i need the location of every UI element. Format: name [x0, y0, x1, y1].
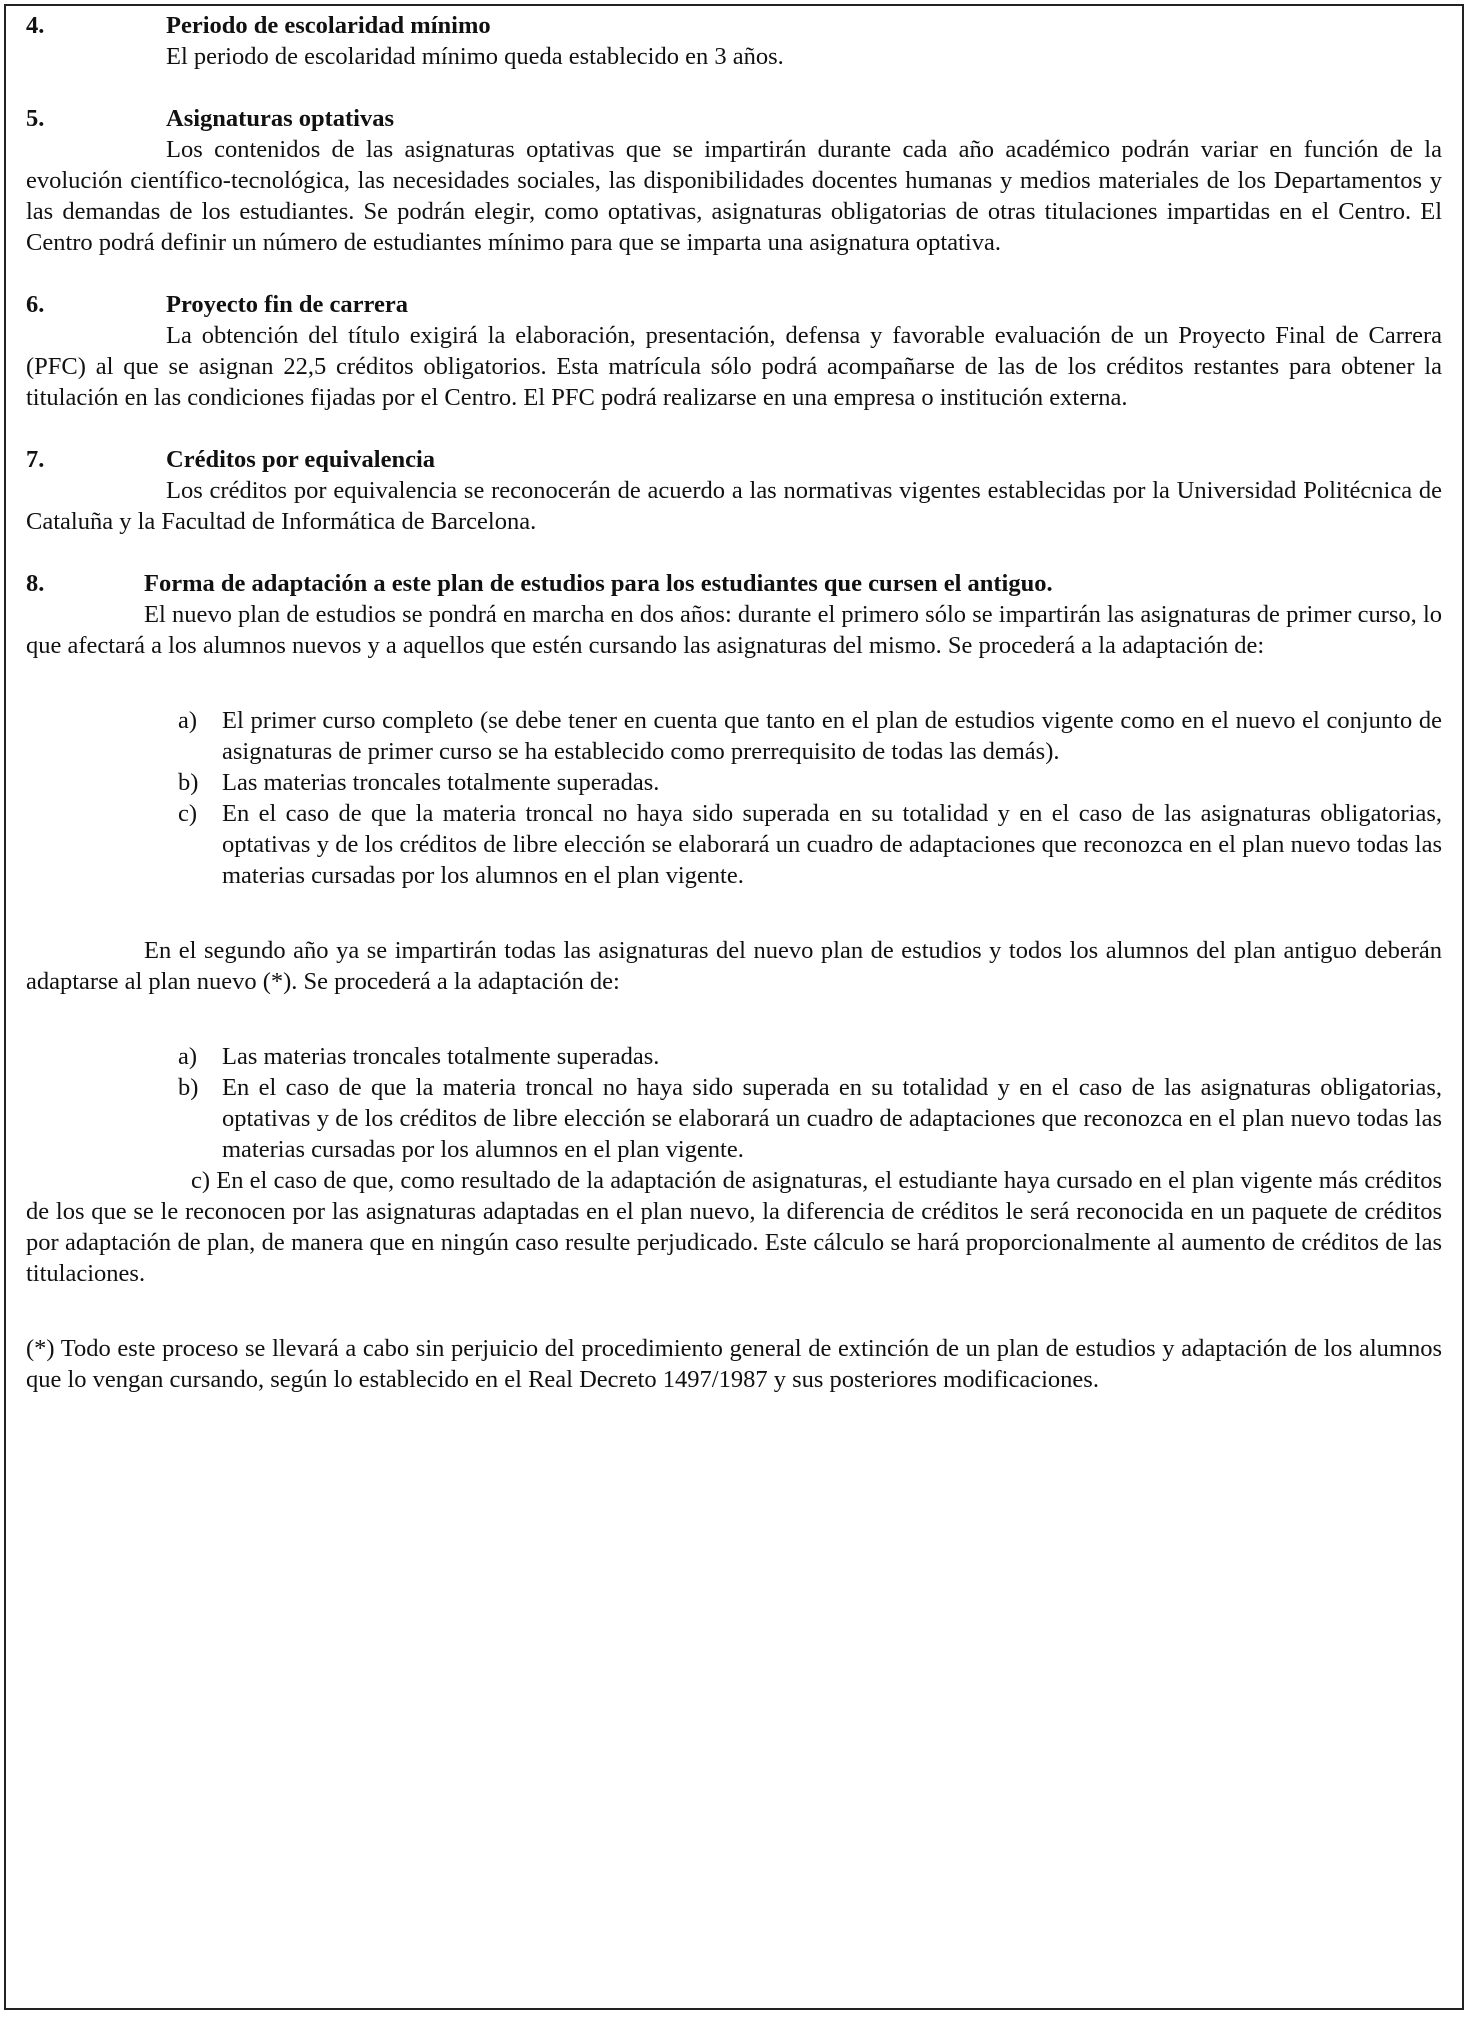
list-item-text: El primer curso completo (se debe tener en cuenta que tanto en el plan de estudios vigente como en el nuevo el conjunto de asignaturas de primer curso se ha establecido como prerrequisito de todas las demás). [222, 707, 1442, 765]
list-item-text: Las materias troncales totalmente superadas. [222, 769, 660, 796]
section-heading [26, 444, 1442, 475]
section-title: Periodo de escolaridad mínimo [166, 12, 491, 39]
section-title: Forma de adaptación a este plan de estudios para los estudiantes que cursen el antiguo. [144, 570, 1053, 597]
section-paragraph: En el segundo año ya se impartirán todas las asignaturas del nuevo plan de estudios y todos los alumnos del plan antiguo deberán adaptarse al plan nuevo (*). Se procederá a la adaptación de: [26, 937, 1442, 995]
section-title: Créditos por equivalencia [166, 446, 436, 473]
section-title: Proyecto fin de carrera [166, 291, 408, 318]
list-item [178, 1072, 1442, 1165]
section-paragraph: c) En el caso de que, como resultado de la adaptación de asignaturas, el estudiante haya cursado en el plan vigente más créditos de los que se le reconocen por las asignaturas adaptadas en el plan nuevo, la diferencia de créditos le será reconocida en un paquete de créditos por adaptación de plan, de manera que en ningún caso resulte perjudicado. Este cálculo se hará proporcionalmente al aumento de créditos de las titulaciones. [26, 1167, 1442, 1287]
section-6 [26, 289, 1442, 413]
list-item-label: b) [178, 769, 199, 796]
list-item-text: En el caso de que la materia troncal no haya sido superada en su totalidad y en el caso de las asignaturas obligatorias, optativas y de los créditos de libre elección se elaborará un cuadro de adaptaciones que reconozca en el plan nuevo todas las materias cursadas por los alumnos en el plan vigente. [222, 800, 1442, 889]
section-paragraph: El nuevo plan de estudios se pondrá en marcha en dos años: durante el primero sólo se impartirán las asignaturas de primer curso, lo que afectará a los alumnos nuevos y a aquellos que estén cursando las asignaturas del mismo. Se procederá a la adaptación de: [26, 601, 1442, 659]
section-heading [26, 103, 1442, 134]
list-item-label: a) [178, 1043, 198, 1070]
document-body [26, 10, 1442, 1395]
section-number: 6. [26, 291, 45, 318]
section-number: 8. [26, 570, 45, 597]
adaptation-list-first-year [26, 705, 1442, 891]
adaptation-list-second-year [26, 1041, 1442, 1165]
footnote: (*) Todo este proceso se llevará a cabo sin perjuicio del procedimiento general de extinción de un plan de estudios y adaptación de los alumnos que lo vengan cursando, según lo establecido en el Real Decreto 1497/1987 y sus posteriores modificaciones. [26, 1335, 1442, 1393]
section-4 [26, 10, 1442, 72]
list-item [178, 767, 1442, 798]
section-5 [26, 103, 1442, 258]
list-item-text: Las materias troncales totalmente superadas. [222, 1043, 660, 1070]
section-title: Asignaturas optativas [166, 105, 395, 132]
list-item [178, 705, 1442, 767]
list-item-text: En el caso de que la materia troncal no haya sido superada en su totalidad y en el caso de las asignaturas obligatorias, optativas y de los créditos de libre elección se elaborará un cuadro de adaptaciones que reconozca en el plan nuevo todas las materias cursadas por los alumnos en el plan vigente. [222, 1074, 1442, 1163]
section-heading [26, 568, 1442, 599]
section-paragraph: El periodo de escolaridad mínimo queda establecido en 3 años. [166, 43, 784, 70]
section-number: 4. [26, 12, 45, 39]
list-item [178, 1041, 1442, 1072]
list-item-label: b) [178, 1074, 199, 1101]
section-paragraph: La obtención del título exigirá la elaboración, presentación, defensa y favorable evaluación de un Proyecto Final de Carrera (PFC) al que se asignan 22,5 créditos obligatorios. Esta matrícula sólo podrá acompañarse de las de los créditos restantes para obtener la titulación en las condiciones fijadas por el Centro. El PFC podrá realizarse en una empresa o institución externa. [26, 322, 1442, 411]
section-paragraph: Los contenidos de las asignaturas optativas que se impartirán durante cada año académico podrán variar en función de la evolución científico-tecnológica, las necesidades sociales, las disponibilidades docentes humanas y medios materiales de los Departamentos y las demandas de los estudiantes. Se podrán elegir, como optativas, asignaturas obligatorias de otras titulaciones impartidas en el Centro. El Centro podrá definir un número de estudiantes mínimo para que se imparta una asignatura optativa. [26, 136, 1442, 256]
section-paragraph: Los créditos por equivalencia se reconocerán de acuerdo a las normativas vigentes establecidas por la Universidad Politécnica de Cataluña y la Facultad de Informática de Barcelona. [26, 477, 1442, 535]
section-number: 7. [26, 446, 45, 473]
section-8 [26, 568, 1442, 1395]
section-number: 5. [26, 105, 45, 132]
section-heading [26, 10, 1442, 41]
list-item-label: a) [178, 707, 198, 734]
section-7 [26, 444, 1442, 537]
section-heading [26, 289, 1442, 320]
list-item-label: c) [178, 800, 198, 827]
list-item [178, 798, 1442, 891]
